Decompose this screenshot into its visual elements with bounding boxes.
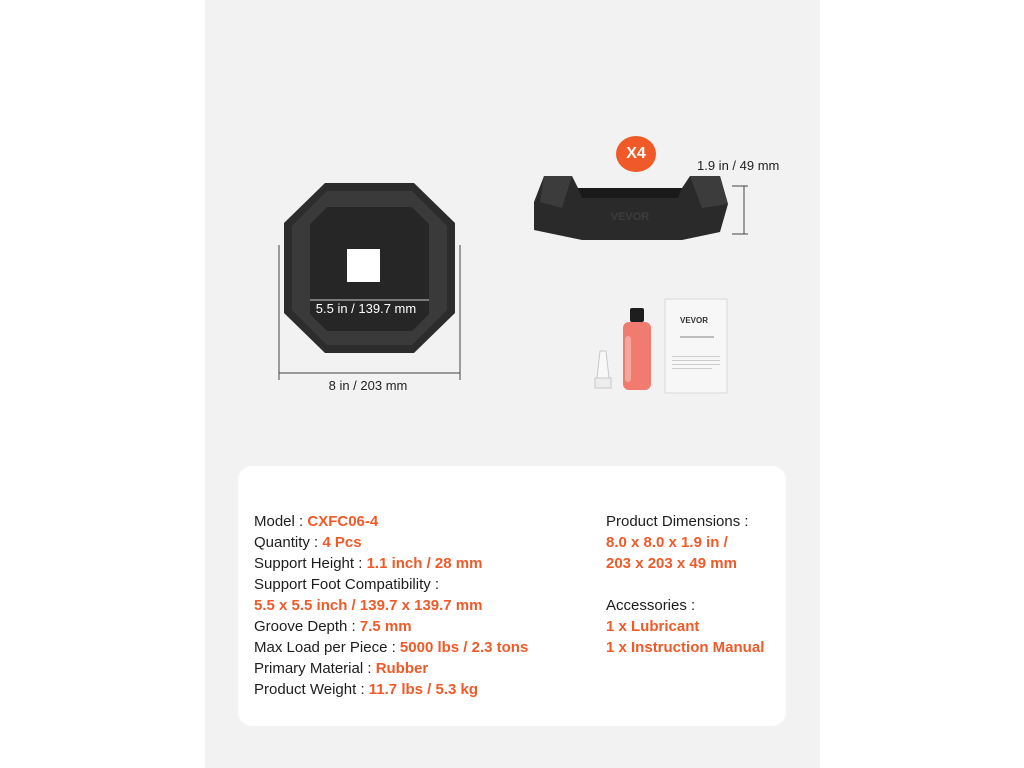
spec-weight: Product Weight : 11.7 lbs / 5.3 kg: [254, 681, 479, 698]
bottle-cap-icon: [630, 308, 644, 322]
accessories-image: [590, 296, 730, 396]
manual-icon: [665, 299, 727, 393]
spec-model: Model : CXFC06-4: [254, 513, 379, 530]
spec-dimensions-value-2: 203 x 203 x 49 mm: [606, 555, 737, 572]
spec-accessory-manual: 1 x Instruction Manual: [606, 639, 765, 656]
nozzle-icon: [597, 351, 609, 378]
spec-groove-depth: Groove Depth : 7.5 mm: [254, 618, 412, 635]
quantity-badge: X4: [616, 136, 656, 172]
pad-top-view: [277, 183, 462, 383]
spec-accessories-label: Accessories :: [606, 597, 696, 614]
manual-brand-text: VEVOR: [680, 316, 709, 325]
pad-side-view: [532, 168, 752, 248]
spec-support-height: Support Height : 1.1 inch / 28 mm: [254, 555, 483, 572]
spec-dimensions-label: Product Dimensions :: [606, 513, 749, 530]
spec-list-left: [254, 511, 528, 700]
height-dimension-label: 1.9 in / 49 mm: [697, 158, 780, 173]
inner-dimension-label: 5.5 in / 139.7 mm: [315, 301, 417, 316]
spec-list-right: [606, 511, 764, 658]
spec-accessory-lubricant: 1 x Lubricant: [606, 618, 700, 635]
spec-dimensions-value-1: 8.0 x 8.0 x 1.9 in /: [606, 534, 728, 551]
spec-compat-value: 5.5 x 5.5 inch / 139.7 x 139.7 mm: [254, 597, 483, 614]
pad-brand-text: VEVOR: [610, 211, 650, 223]
spec-quantity: Quantity : 4 Pcs: [254, 534, 362, 551]
spec-material: Primary Material : Rubber: [254, 660, 429, 677]
outer-dimension-label: 8 in / 203 mm: [328, 378, 408, 393]
spec-compat-label: Support Foot Compatibility :: [254, 576, 440, 593]
spec-max-load: Max Load per Piece : 5000 lbs / 2.3 tons: [254, 639, 529, 656]
